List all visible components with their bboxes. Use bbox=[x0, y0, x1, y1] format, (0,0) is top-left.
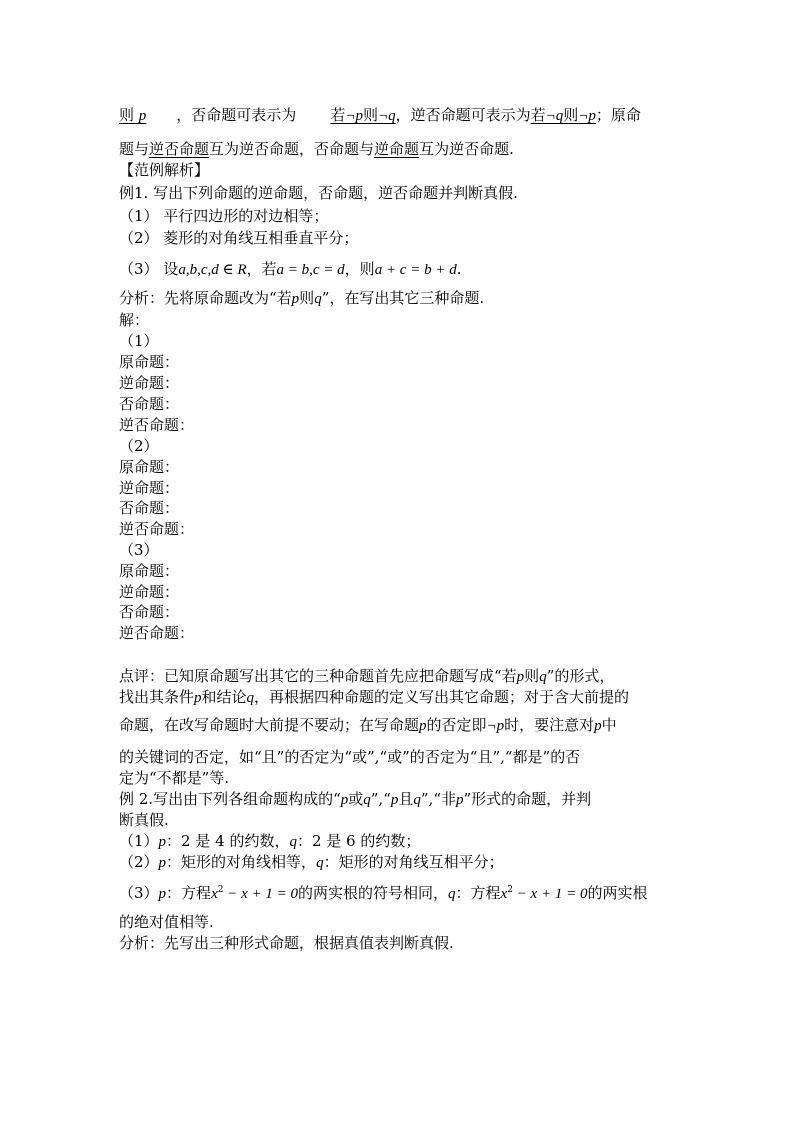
original-proposition-label: 原命题： bbox=[119, 353, 180, 371]
original-proposition-label: 原命题： bbox=[119, 458, 180, 476]
contrapositive-label: 逆否命题： bbox=[119, 624, 195, 642]
example1-item-1: （1） 平行四边形的对边相等； bbox=[119, 207, 329, 225]
example1-analysis: 分析：先将原命题改为“若p则q”，在写出其它三种命题. bbox=[119, 289, 485, 307]
example2-title: 例 2.写出由下列各组命题构成的“p或q”,“p且q”,“非p”形式的命题，并判 bbox=[119, 790, 592, 808]
part-number: （1） bbox=[119, 332, 159, 350]
example1-item-3: （3） 设a,b,c,d ∈ R，若a = b,c = d，则a + c = b + d. bbox=[119, 260, 462, 278]
part-number: （2） bbox=[119, 437, 159, 455]
solution-label: 解： bbox=[119, 311, 150, 329]
comment-line-5: 定为“不都是”等. bbox=[119, 769, 230, 787]
inverse-label: 否命题： bbox=[119, 603, 180, 621]
blank-answer-contrapositive: 若¬q则¬p bbox=[530, 106, 596, 124]
blank-answer-converse: 逆命题 bbox=[374, 140, 420, 158]
intro-line-1: 则 p ，否命题可表示为 若¬p则¬q，逆否命题可表示为若¬q则¬p；原命 bbox=[119, 106, 641, 124]
example1-item-2: （2） 菱形的对角线互相垂直平分； bbox=[119, 229, 359, 247]
comment-line-4: 的关键词的否定，如“且”的否定为“或”,“或”的否定为“且”,“都是”的否 bbox=[119, 748, 581, 766]
example2-analysis: 分析：先写出三种形式命题，根据真值表判断真假. bbox=[119, 934, 454, 952]
blank-answer-p: 则 p bbox=[119, 106, 147, 124]
original-proposition-label: 原命题： bbox=[119, 562, 180, 580]
comment-line-3: 命题，在改写命题时大前提不要动；在写命题p的否定即¬p时，要注意对p中 bbox=[119, 716, 617, 734]
example2-item-2: （2）p：矩形的对角线相等，q：矩形的对角线互相平分； bbox=[119, 853, 504, 871]
blank-answer-negation: 若¬p则¬q bbox=[330, 106, 396, 124]
converse-label: 逆命题： bbox=[119, 374, 180, 392]
comment-line-2: 找出其条件p和结论q，再根据四种命题的定义写出其它命题；对于含大前提的 bbox=[119, 688, 630, 706]
contrapositive-label: 逆否命题： bbox=[119, 520, 195, 538]
blank-answer-contrapositive-2: 逆否命题 bbox=[149, 140, 210, 158]
intro-line-2: 题与逆否命题互为逆否命题，否命题与逆命题互为逆否命题. bbox=[119, 140, 514, 158]
example2-title-cont: 断真假. bbox=[119, 811, 169, 829]
section-heading: 【范例解析】 bbox=[119, 161, 210, 179]
part-number: （3） bbox=[119, 541, 159, 559]
example2-item-3-cont: 的绝对值相等. bbox=[119, 913, 214, 931]
comment-line-1: 点评：已知原命题写出其它的三种命题首先应把命题写成“若p则q”的形式， bbox=[119, 667, 615, 685]
example2-item-1: （1）p：2 是 4 的约数，q：2 是 6 的约数； bbox=[119, 832, 421, 850]
example2-item-3: （3）p：方程$x^2 - x + 1 = 0$的两实根的符号相同，q：方程$x^2 - x + 1 = 0$的两实根 bbox=[119, 884, 648, 902]
inverse-label: 否命题： bbox=[119, 499, 180, 517]
converse-label: 逆命题： bbox=[119, 583, 180, 601]
converse-label: 逆命题： bbox=[119, 479, 180, 497]
inverse-label: 否命题： bbox=[119, 395, 180, 413]
contrapositive-label: 逆否命题： bbox=[119, 416, 195, 434]
example1-title: 例1. 写出下列命题的逆命题，否命题，逆否命题并判断真假. bbox=[119, 184, 518, 202]
